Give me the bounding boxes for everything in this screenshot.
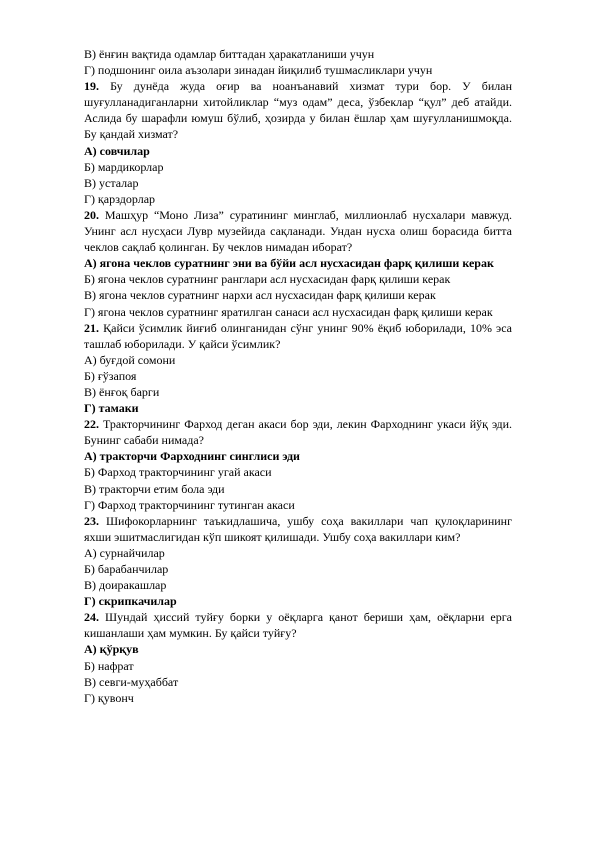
question-text: 20. Машҳур “Моно Лиза” суратининг минглаб, миллионлаб нусхалари мавжуд. Унинг асл нусҳаси Лувр музейида сақланади. Ундан нусха олиш борасида битта чеклов сақлаб қолинган. Бу чеклов нимадан иборат? [84, 207, 513, 255]
answer-option-correct: Г) скрипкачилар [84, 594, 177, 609]
answer-option: Г) қувонч [84, 690, 134, 705]
question-19 [84, 78, 512, 207]
document-page [84, 46, 512, 706]
answer-option: Г) подшонинг оила аъзолари зинадан йиқилиб тушмасликлари учун [84, 63, 433, 78]
answer-option: В) тракторчи етим бола эди [84, 481, 225, 496]
answer-option: Г) Фарход тракторчининг тутинган акаси [84, 497, 295, 512]
answer-option: В) севги-муҳаббат [84, 674, 179, 689]
answer-option: А) буғдой сомони [84, 352, 176, 367]
answer-option: Б) ягона чеклов суратнинг ранглари асл нусхасидан фарқ қилиши керак [84, 272, 451, 287]
answer-option: В) ёнғин вақтида одамлар биттадан ҳаракатланиши учун [84, 47, 375, 61]
question-text: 22. Тракторчининг Фарход деган акаси бор эди, лекин Фарходнинг укаси йўқ эди. Бунинг сабаби нимада? [84, 417, 512, 448]
answer-option: Б) Фарход тракторчининг угай акаси [84, 465, 272, 480]
answer-option: Б) барабанчилар [84, 562, 169, 576]
question-number: 19. [84, 79, 99, 94]
question-20 [84, 207, 512, 320]
answer-option: В) доиракашлар [84, 578, 167, 593]
answer-option: В) ёнғоқ барги [84, 384, 160, 399]
question-22 [84, 416, 512, 513]
question-text: 23. Шифокорларнинг таъкидлашича, ушбу соҳа вакиллари чап қулоқларининг яхши эшитмаслигидан кўп шикоят қилишади. Ушбу соҳа вакиллари ким? [84, 513, 513, 544]
answer-option: Б) нафрат [84, 658, 134, 673]
answer-option-correct: А) қўрқув [84, 642, 139, 657]
question-text: 24. Шундай ҳиссий туйғу борки у оёқларга қанот бериши ҳам, оёқларни ерга кишанлаши ҳам мумкин. Бу қайси туйғу? [84, 610, 513, 641]
question-number: 21. [84, 320, 99, 335]
answer-option: В) ягона чеклов суратнинг нархи асл нусхасидан фарқ қилиши керак [84, 288, 436, 303]
question-21 [84, 320, 512, 417]
answer-option: Б) мардикорлар [84, 159, 164, 174]
answer-option: Г) қарздорлар [84, 191, 156, 206]
question-number: 22. [84, 417, 99, 432]
question-text: 19. Бу дунёда жуда оғир ва ноанъанавий хизмат тури бор. У билан шуғулланадиганларни хитойликлар “муз одам” деса, ўзбеклар “қул” деб атайди. Аслида бу шарафли юмуш бўлиб, ҳозирда у билан ёшлар ҳам шуғулланишмоқда. Бу қандай хизмат? [84, 79, 513, 142]
answer-option-correct: А) тракторчи Фарходнинг синглиси эди [84, 449, 300, 464]
answer-option-correct: Г) тамаки [84, 401, 139, 416]
answer-option: А) сурнайчилар [84, 545, 165, 560]
question-text: 21. Қайси ўсимлик йиғиб олинганидан сўнг унинг 90% ёқиб юборилади, 10% эса ташлаб юборилади. У қайси ўсимлик? [84, 320, 512, 351]
answer-option: Г) ягона чеклов суратнинг яратилган санаси асл нусхасидан фарқ қилиши керак [84, 304, 493, 319]
answer-option: Б) ғўзапоя [84, 368, 137, 383]
question-23 [84, 513, 512, 610]
answer-option-correct: А) ягона чеклов суратнинг эни ва бўйи асл нусхасидан фарқ қилиши керак [84, 256, 494, 271]
question-number: 23. [84, 513, 99, 528]
question-number: 24. [84, 610, 99, 625]
question-number: 20. [84, 207, 99, 222]
question-24 [84, 609, 512, 706]
answer-option: В) усталар [84, 175, 139, 190]
answer-option-correct: А) совчилар [84, 143, 150, 158]
